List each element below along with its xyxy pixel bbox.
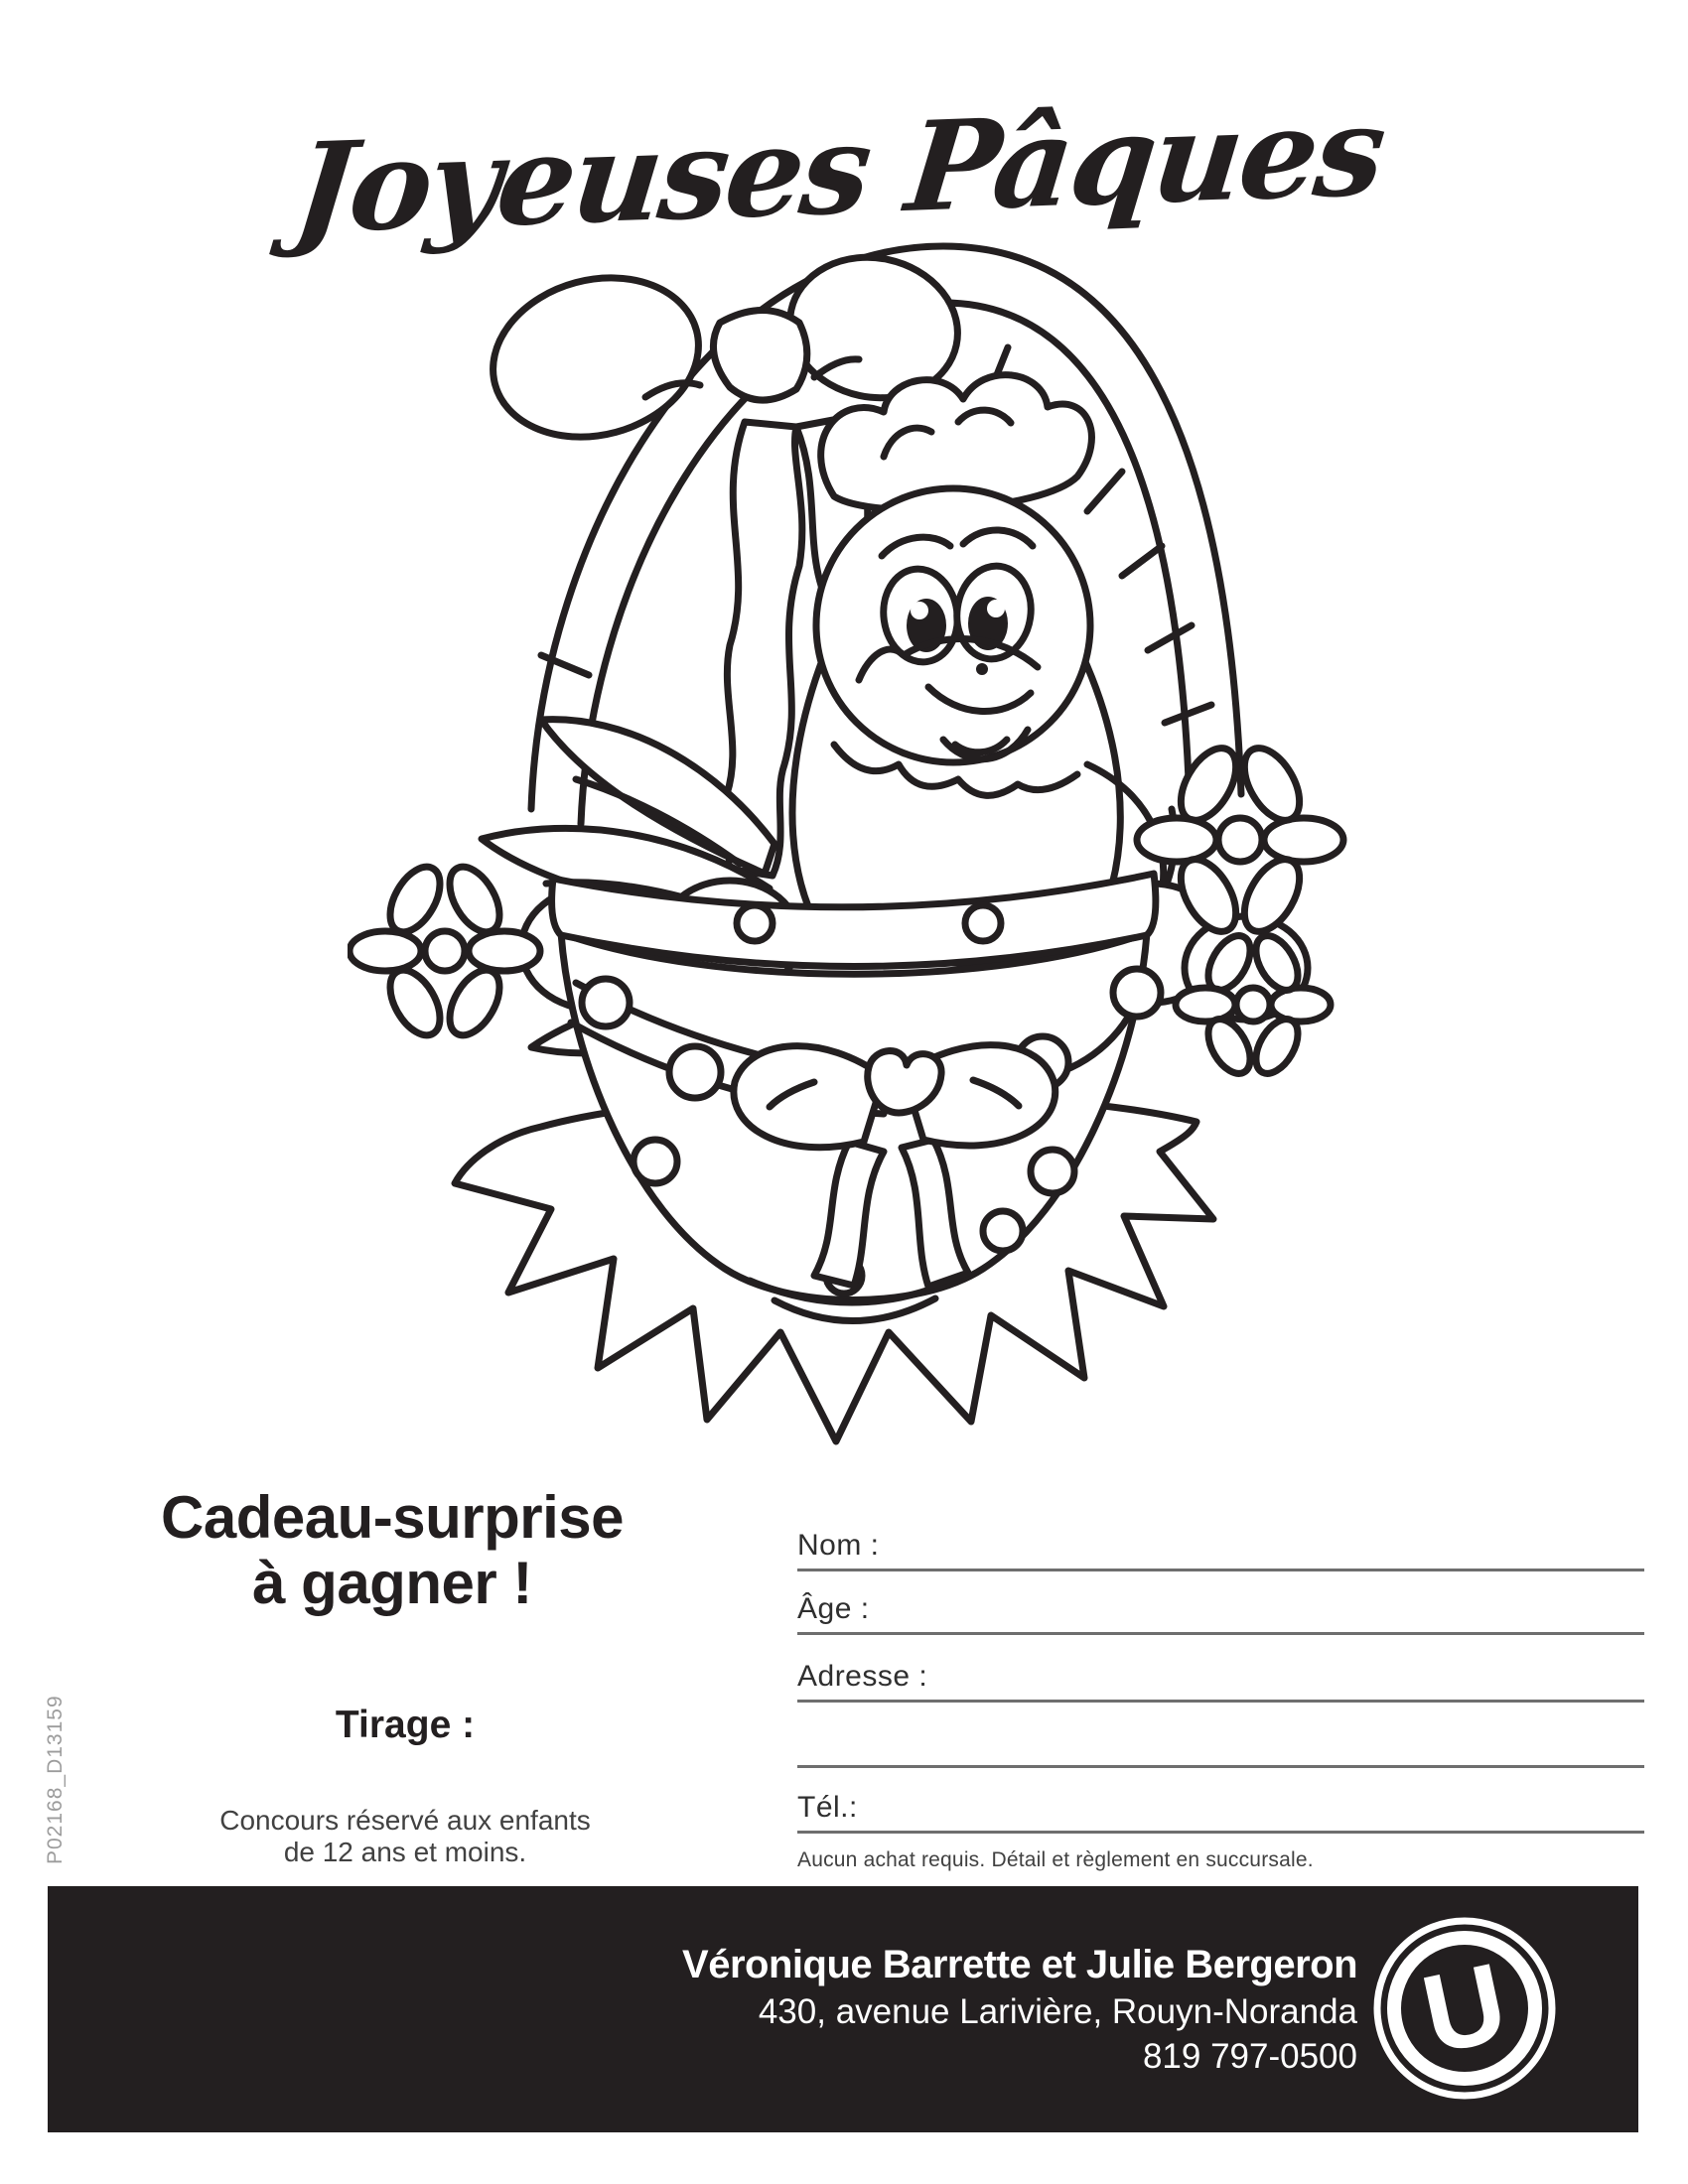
page-title: Joyeuses Pâques xyxy=(287,78,1390,262)
field-adresse-line2[interactable] xyxy=(797,1713,1644,1768)
contest-disclaimer: Aucun achat requis. Détail et règlement en succursale. xyxy=(797,1848,1314,1871)
field-age[interactable] xyxy=(797,1580,1644,1635)
store-address: 430, avenue Larivière, Rouyn-Noranda xyxy=(758,1992,1357,2031)
field-adresse-label: Adresse : xyxy=(797,1660,928,1693)
field-age-label: Âge : xyxy=(797,1592,870,1625)
store-phone: 819 797-0500 xyxy=(1142,2037,1357,2076)
logo-letter: U xyxy=(1412,1939,1517,2078)
field-tel[interactable] xyxy=(797,1779,1644,1834)
field-nom-label: Nom : xyxy=(797,1529,880,1562)
uniprix-logo xyxy=(1368,1912,1561,2105)
left-daisy xyxy=(350,859,540,1043)
prize-headline xyxy=(94,1485,690,1616)
footer-bar xyxy=(48,1886,1638,2132)
eligibility-note xyxy=(147,1805,663,1868)
draw-date-label: Tirage : xyxy=(335,1704,476,1746)
store-info xyxy=(682,1940,1357,2079)
field-tel-label: Tél.: xyxy=(797,1791,858,1824)
eligibility-line1: Concours réservé aux enfants xyxy=(219,1805,591,1836)
print-code: P02168_D13159 xyxy=(44,1695,67,1864)
field-adresse[interactable] xyxy=(797,1648,1644,1703)
easter-chick xyxy=(792,375,1175,963)
prize-headline-line1: Cadeau-surprise xyxy=(161,1484,624,1551)
eligibility-line2: de 12 ans et moins. xyxy=(283,1837,527,1867)
prize-headline-line2: à gagner ! xyxy=(252,1550,532,1616)
easter-chick-illustration xyxy=(348,228,1350,1459)
field-nom[interactable] xyxy=(797,1517,1644,1571)
store-owners: Véronique Barrette et Julie Bergeron xyxy=(682,1943,1357,1986)
